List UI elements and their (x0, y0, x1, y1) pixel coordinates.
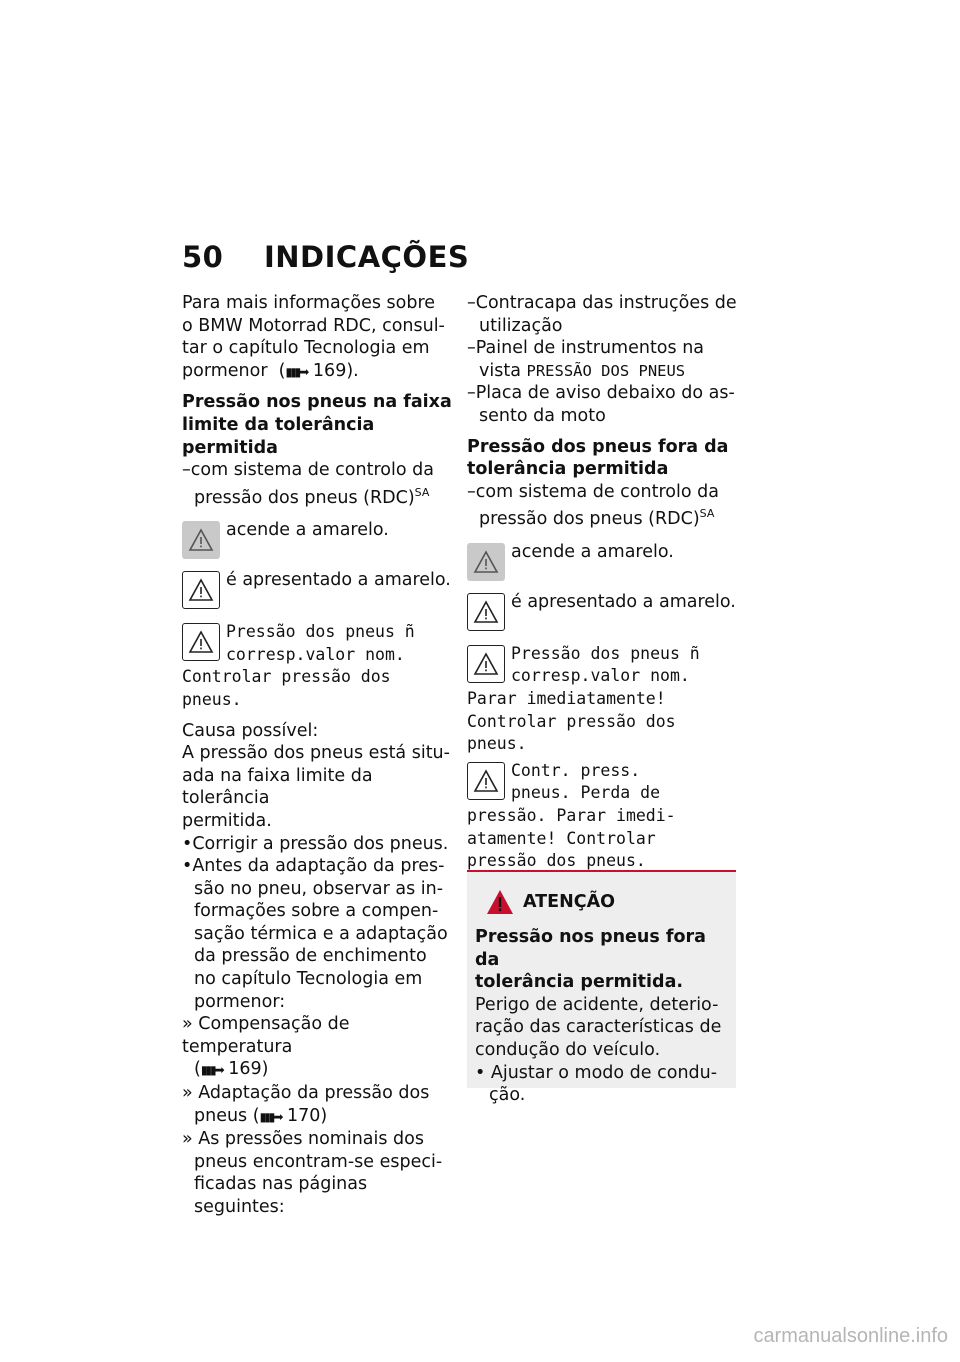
attention-text: ração das características de (475, 1017, 722, 1038)
reference-item[interactable]: » Compensação de temperatura (182, 1014, 350, 1057)
intro-line: tar o capítulo Tecnologia em (182, 338, 430, 359)
cause-text: A pressão dos pneus está situ- (182, 743, 450, 764)
icon-description: é apresentado a amarelo. (511, 591, 736, 612)
attention-heading: Pressão nos pneus fora da (475, 927, 706, 970)
sa-superscript: SA (414, 485, 430, 499)
dash-item: –com sistema de controlo da (467, 481, 719, 502)
section-heading: Pressão nos pneus na faixa (182, 392, 452, 413)
display-text-line: Parar imediatamente! (467, 688, 666, 708)
display-text-line: Pressão dos pneus ñ (226, 622, 415, 642)
ref-prefix: pneus ( (194, 1105, 260, 1126)
intro-reference[interactable]: pormenor (▮▮▮➡ 169). (182, 360, 359, 381)
ref-page: 170) (287, 1105, 328, 1126)
display-text-line: pressão dos pneus. (467, 851, 646, 871)
warning-triangle-icon (467, 762, 505, 800)
bullet-cont: pormenor: (194, 991, 286, 1012)
bullet-cont: da pressão de enchimento (194, 946, 427, 967)
section-heading: limite da tolerância permitida (182, 414, 375, 458)
warning-symbol-row (182, 569, 454, 609)
attention-text: condução do veículo. (475, 1039, 661, 1060)
intro-line: o BMW Motorrad RDC, consul- (182, 315, 445, 336)
display-text-line: Pressão dos pneus ñ (511, 643, 700, 663)
vista-prefix: vista (479, 360, 521, 381)
attention-bullet-cont: ção. (489, 1085, 526, 1106)
display-text-line: Controlar pressão dos (467, 711, 676, 731)
intro-line: Para mais informações sobre (182, 293, 436, 313)
display-text-line: pneus. Perda de (511, 783, 661, 803)
warning-triangle-icon (467, 645, 505, 683)
reference-item: » As pressões nominais dos (182, 1129, 424, 1150)
reference-page[interactable] (182, 1058, 454, 1082)
warning-light-row (182, 519, 454, 559)
dash-item-cont (467, 503, 739, 530)
display-text-line: pneus. (182, 689, 242, 709)
warning-triangle-icon (182, 623, 220, 661)
attention-title: ATENÇÃO (523, 891, 615, 912)
warning-triangle-icon (467, 593, 505, 631)
left-column (182, 292, 454, 1219)
warning-triangle-icon (182, 571, 220, 609)
display-text-line: Contr. press. (511, 760, 641, 780)
right-column (467, 292, 739, 873)
icon-description: é apresentado a amarelo. (226, 570, 451, 591)
attention-header (485, 888, 726, 916)
warning-triangle-icon (182, 521, 220, 559)
reference-page[interactable] (182, 1105, 454, 1129)
intro-ref-prefix: pormenor (182, 360, 268, 381)
bullet-cont: são no pneu, observar as in- (194, 878, 444, 899)
bullet-cont: sação térmica e a adaptação (194, 923, 448, 944)
arrow-icon: ▮▮▮➡ (259, 1109, 282, 1124)
intro-ref-page: 169). (312, 360, 359, 381)
section-heading: Pressão dos pneus fora da (467, 436, 729, 457)
alert-triangle-icon (485, 888, 515, 916)
icon-description: acende a amarelo. (226, 520, 389, 541)
dash-item: –com sistema de controlo da (182, 460, 434, 481)
warning-triangle-icon (467, 543, 505, 581)
display-text-line: pressão. Parar imedi- (467, 805, 676, 825)
display-message (467, 760, 739, 873)
display-label: PRESSÃO DOS PNEUS (526, 361, 686, 380)
bullet-item: •Antes da adaptação da pres- (182, 856, 445, 877)
page-title: INDICAÇÕES (264, 240, 470, 274)
display-message (182, 621, 454, 711)
warning-symbol-row (467, 591, 739, 631)
warning-light-row (467, 541, 739, 581)
sa-superscript: SA (699, 507, 715, 521)
display-text-line: atamente! Controlar (467, 828, 656, 848)
display-message (467, 643, 739, 756)
display-text-line: Controlar pressão dos (182, 667, 391, 687)
ref-page: 169) (228, 1059, 269, 1080)
watermark: carmanualsonline.info (753, 1325, 948, 1347)
cause-label: Causa possível: (182, 720, 319, 741)
display-text-line: corresp.valor nom. (511, 666, 690, 686)
reference-cont: pneus encontram-se especi- (194, 1151, 443, 1172)
attention-box (467, 870, 736, 1106)
dash-item-cont (467, 360, 739, 383)
page-number: 50 (182, 240, 224, 274)
icon-description: acende a amarelo. (511, 541, 674, 562)
dash-text: pressão dos pneus (RDC) (194, 487, 415, 508)
dash-item: –Contracapa das instruções de (467, 293, 737, 313)
attention-text: Perigo de acidente, deterio- (475, 994, 719, 1015)
arrow-icon: ▮▮▮➡ (200, 1063, 223, 1078)
page-header (182, 240, 469, 274)
attention-bullet: • Ajustar o modo de condu- (475, 1062, 718, 1083)
reference-cont: ficadas nas páginas seguintes: (194, 1174, 368, 1218)
bullet-cont: formações sobre a compen- (194, 901, 439, 922)
bullet-cont: no capítulo Tecnologia em (194, 969, 423, 990)
attention-heading: tolerância permitida. (475, 972, 684, 993)
dash-item-cont: sento da moto (479, 405, 606, 426)
display-text-line: pneus. (467, 734, 527, 754)
section-heading: tolerância permitida (467, 459, 669, 480)
reference-item[interactable]: » Adaptação da pressão dos (182, 1083, 430, 1104)
bullet-item: •Corrigir a pressão dos pneus. (182, 833, 449, 854)
dash-item: –Placa de aviso debaixo do as- (467, 383, 735, 404)
dash-text: pressão dos pneus (RDC) (479, 509, 700, 530)
display-text-line: corresp.valor nom. (226, 644, 405, 664)
dash-item: –Painel de instrumentos na (467, 338, 705, 359)
ref-prefix: ( (194, 1059, 201, 1080)
dash-item-cont: utilização (479, 315, 563, 336)
dash-item-cont (182, 482, 454, 509)
cause-text: permitida. (182, 810, 272, 831)
cause-text: ada na faixa limite da tolerância (182, 765, 373, 809)
arrow-icon: ▮▮▮➡ (285, 364, 308, 379)
